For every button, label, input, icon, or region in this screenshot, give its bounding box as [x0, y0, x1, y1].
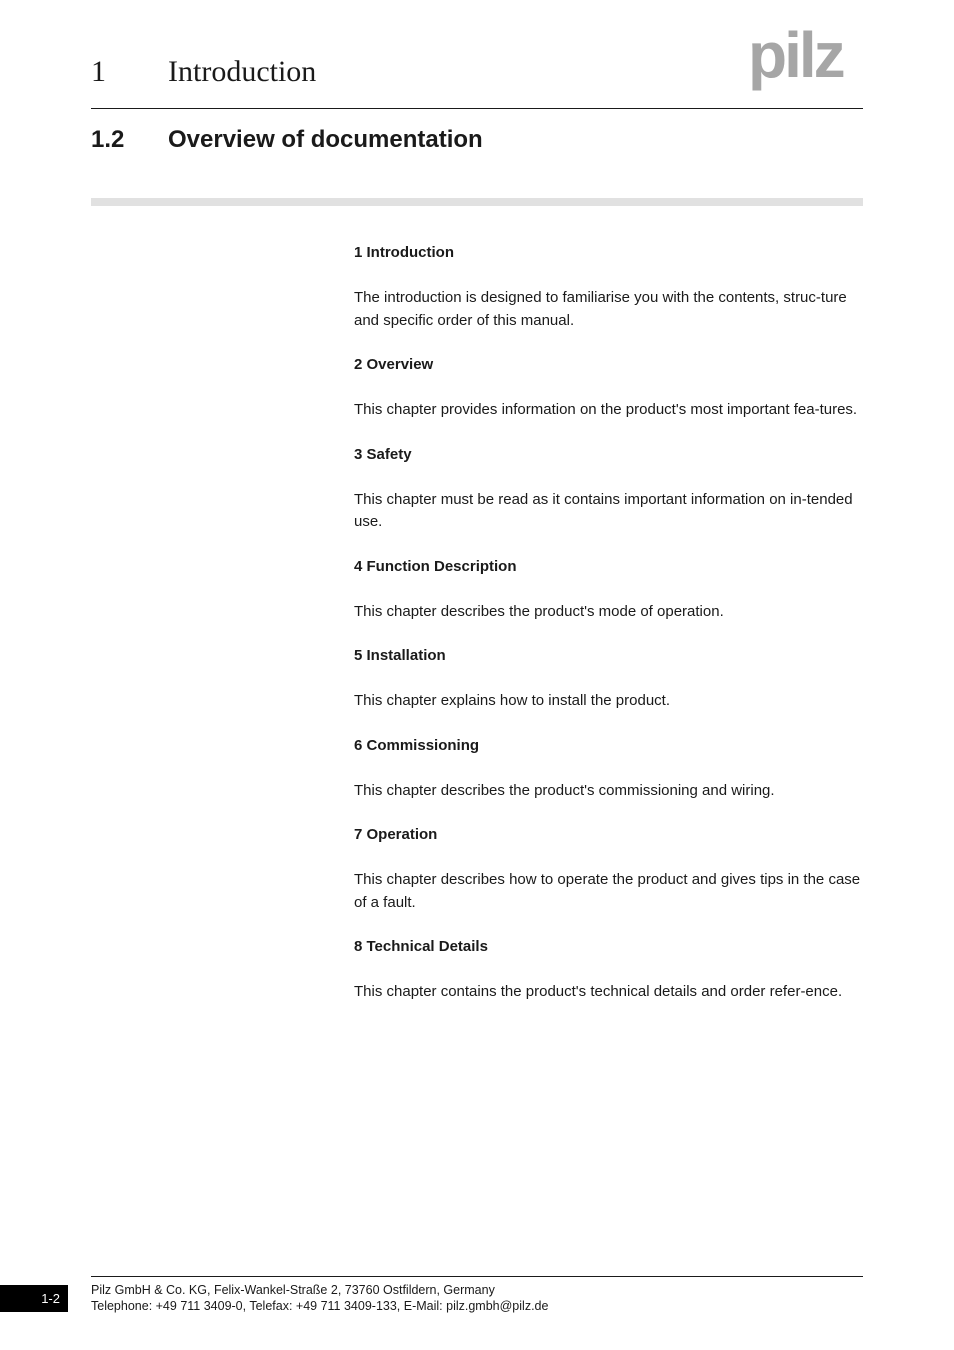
overview-entry-technical-details: [354, 936, 864, 1004]
entry-text: This chapter explains how to install the product.: [354, 692, 671, 709]
entry-heading: 7 Operation: [354, 826, 438, 843]
overview-entry-overview: [354, 354, 864, 422]
footer-contact: [91, 1282, 863, 1314]
chapter-header: [91, 52, 691, 92]
section-header: [91, 122, 791, 158]
chapter-overview-list: [354, 242, 864, 1026]
section-number: 1.2: [91, 126, 125, 153]
entry-text: This chapter must be read as it contains important information on in-tended use.: [354, 490, 853, 530]
entry-heading: 4 Function Description: [354, 557, 517, 575]
footer-address: Pilz GmbH & Co. KG, Felix-Wankel-Straße 2, 73760 Ostfildern, Germany: [91, 1283, 495, 1297]
entry-text: This chapter describes the product's mode of operation.: [354, 602, 724, 620]
entry-text: The introduction is designed to familiarise you with the contents, struc-ture and specific order of this manual.: [354, 289, 847, 329]
entry-text: This chapter contains the product's technical details and order refer-ence.: [354, 983, 843, 1000]
entry-heading: 6 Commissioning: [354, 736, 480, 754]
overview-entry-commissioning: [354, 735, 864, 803]
chapter-title: Introduction: [168, 55, 317, 88]
section-band: [91, 198, 863, 206]
entry-text: This chapter provides information on the product's most important fea-tures.: [354, 401, 858, 418]
page-number: 1-2: [0, 1285, 68, 1312]
entry-heading: 3 Safety: [354, 445, 412, 463]
pilz-logo-text: pilz: [748, 27, 843, 91]
overview-entry-operation: [354, 824, 864, 914]
pilz-logo: [748, 27, 866, 95]
chapter-number: 1: [91, 55, 106, 88]
overview-entry-function-description: [354, 556, 864, 624]
header-divider: [91, 108, 863, 109]
section-title: Overview of documentation: [168, 126, 483, 153]
entry-heading: 5 Installation: [354, 647, 446, 664]
overview-entry-installation: [354, 645, 864, 713]
entry-heading: 1 Introduction: [354, 244, 454, 261]
entry-text: This chapter describes the product's commissioning and wiring.: [354, 781, 775, 799]
entry-heading: 2 Overview: [354, 356, 434, 373]
footer-divider: [91, 1276, 863, 1277]
overview-entry-introduction: [354, 242, 864, 332]
overview-entry-safety: [354, 444, 864, 534]
entry-text: This chapter describes how to operate the product and gives tips in the case of a fault.: [354, 871, 861, 911]
entry-heading: 8 Technical Details: [354, 938, 488, 955]
footer-contact-line: Telephone: +49 711 3409-0, Telefax: +49 711 3409-133, E-Mail: pilz.gmbh@pilz.de: [91, 1299, 549, 1313]
